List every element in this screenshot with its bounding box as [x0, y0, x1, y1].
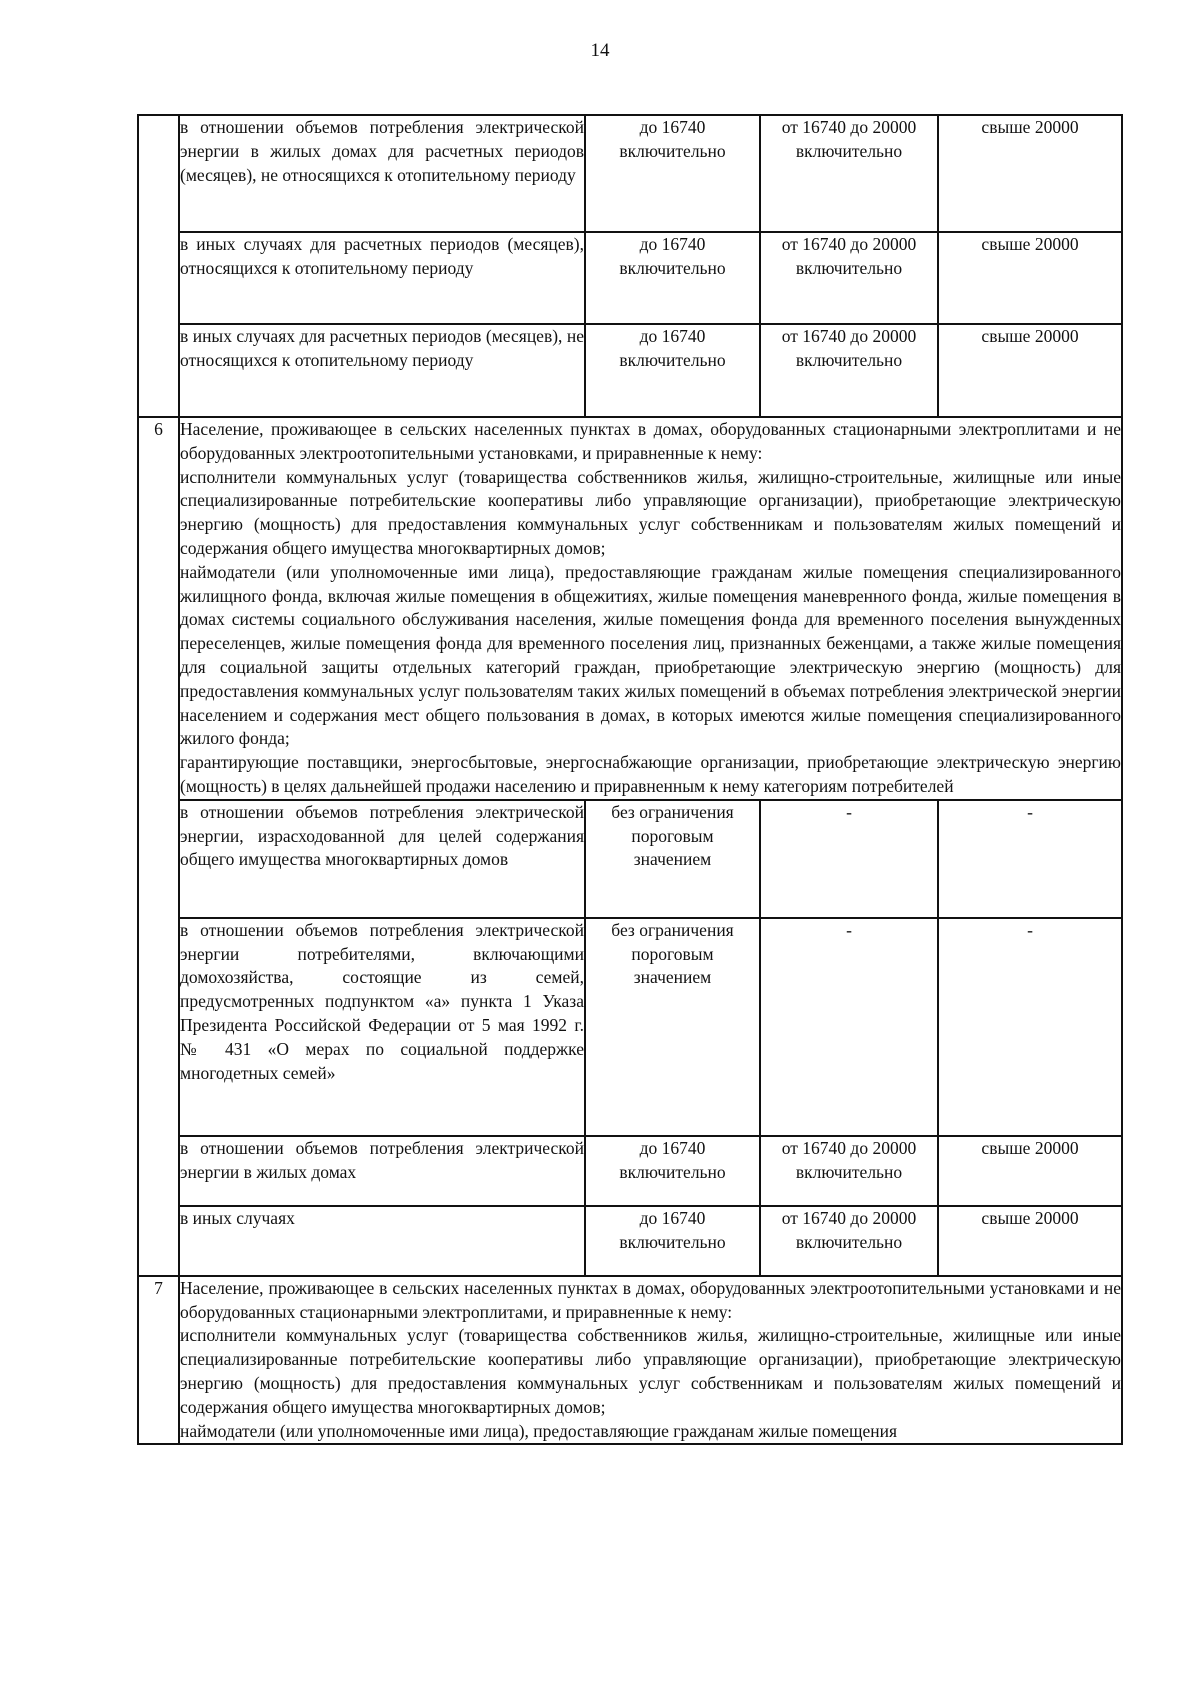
threshold-low-cell: [585, 324, 760, 417]
threshold-mid-value: от 16740 до 20000: [781, 234, 917, 254]
section-row-7: [138, 1276, 1122, 1445]
section-description: [179, 417, 1122, 800]
tariff-table: [137, 114, 1123, 1445]
table-row: [138, 324, 1122, 417]
row-description: в иных случаях: [179, 1206, 585, 1276]
threshold-low-cell: [585, 800, 760, 918]
row-description: в отношении объемов потребления электрической энергии в жилых домах: [179, 1136, 585, 1206]
threshold-high-cell: -: [938, 800, 1122, 918]
section-paragraph: гарантирующие поставщики, энергосбытовые, энергоснабжающие организации, приобретающие электрическую энергию (мощность) в целях дальнейшей продажи населению и приравненным к нему категориям потребителей: [180, 752, 1121, 796]
threshold-low-note: пороговым: [631, 825, 714, 846]
table-row: [138, 1136, 1122, 1206]
threshold-high-cell: свыше 20000: [938, 324, 1122, 417]
table-row: [138, 1206, 1122, 1276]
section-number: 6: [138, 417, 179, 1276]
threshold-low-note: значением: [633, 967, 712, 988]
threshold-low-cell: [585, 232, 760, 324]
section-number: 7: [138, 1276, 179, 1445]
threshold-low-note: включительно: [619, 349, 726, 370]
threshold-mid-note: включительно: [795, 1161, 903, 1182]
row-number-cell: [138, 115, 179, 417]
threshold-mid-value: от 16740 до 20000: [781, 117, 917, 137]
threshold-mid-value: от 16740 до 20000: [781, 1207, 917, 1228]
row-description: в отношении объемов потребления электрической энергии в жилых домах для расчетных периодов (месяцев), не относящихся к отопительному периоду: [179, 115, 585, 232]
threshold-low-value: до 16740: [639, 117, 706, 137]
row-description: в отношении объемов потребления электрической энергии потребителями, включающими домохозяйства, состоящие из семей, предусмотренных подпунктом «а» пункта 1 Указа Президента Российской Федерации от 5 мая 1992 г. № 431 «О мерах по социальной поддержке многодетных семей»: [179, 918, 585, 1136]
threshold-low-note: пороговым: [631, 943, 714, 964]
threshold-high-cell: свыше 20000: [938, 1136, 1122, 1206]
row-description: в иных случаях для расчетных периодов (месяцев), относящихся к отопительному периоду: [179, 232, 585, 324]
threshold-mid-cell: -: [760, 800, 938, 918]
threshold-low-value: до 16740: [639, 1207, 706, 1228]
threshold-low-note: значением: [633, 849, 712, 870]
threshold-low-value: без ограничения: [611, 801, 734, 822]
threshold-low-note: включительно: [619, 257, 726, 278]
threshold-low-value: до 16740: [639, 1137, 706, 1158]
row-description: в иных случаях для расчетных периодов (месяцев), не относящихся к отопительному периоду: [179, 324, 585, 417]
threshold-mid-cell: [760, 1136, 938, 1206]
table-row: [138, 800, 1122, 918]
section-paragraph: наймодатели (или уполномоченные ими лица), предоставляющие гражданам жилые помещения: [180, 1420, 898, 1441]
threshold-mid-value: от 16740 до 20000: [781, 326, 917, 346]
threshold-mid-value: от 16740 до 20000: [781, 1137, 917, 1158]
threshold-low-note: включительно: [619, 140, 726, 161]
section-description: [179, 1276, 1122, 1445]
row-description: в отношении объемов потребления электрической энергии, израсходованной для целей содержания общего имущества многоквартирных домов: [179, 800, 585, 918]
threshold-mid-cell: -: [760, 918, 938, 1136]
section-row-6: [138, 417, 1122, 800]
table-row: [138, 115, 1122, 232]
section-paragraph: наймодатели (или уполномоченные ими лица), предоставляющие гражданам жилые помещения специализированного жилищного фонда, включая жилые помещения в общежитиях, жилые помещения маневренного фонда, жилые помещения в домах системы социального обслуживания населения, жилые помещения фонда для временного поселения вынужденных переселенцев, жилые помещения фонда для временного поселения лиц, признанных беженцами, а также жилые помещения для социальной защиты отдельных категорий граждан, приобретающие электрическую энергию (мощность) для предоставления коммунальных услуг пользователям таких жилых помещений в объемах потребления электрической энергии населением и содержания мест общего пользования в домах, в которых имеются жилые помещения специализированного жилого фонда;: [180, 561, 1121, 749]
section-paragraph: исполнители коммунальных услуг (товарищества собственников жилья, жилищно-строительные, жилищные или иные специализированные потребительские кооперативы либо управляющие организации), приобретающие электрическую энергию (мощность) для предоставления коммунальных услуг собственникам и пользователям жилых помещений и содержания общего имущества многоквартирных домов;: [180, 466, 1121, 558]
section-heading: Население, проживающее в сельских населенных пунктах в домах, оборудованных стационарными электроплитами и не оборудованных электроотопительными установками, и приравненные к нему:: [180, 419, 1121, 463]
threshold-low-cell: [585, 115, 760, 232]
threshold-mid-note: включительно: [795, 349, 903, 370]
threshold-mid-cell: [760, 232, 938, 324]
threshold-mid-cell: [760, 1206, 938, 1276]
threshold-low-value: без ограничения: [611, 919, 734, 940]
threshold-low-value: до 16740: [639, 326, 706, 346]
threshold-low-note: включительно: [619, 1231, 726, 1252]
threshold-mid-note: включительно: [795, 1231, 903, 1252]
table-row: [138, 232, 1122, 324]
threshold-high-cell: -: [938, 918, 1122, 1136]
section-paragraph: исполнители коммунальных услуг (товарищества собственников жилья, жилищно-строительные, жилищные или иные специализированные потребительские кооперативы либо управляющие организации), приобретающие электрическую энергию (мощность) для предоставления коммунальных услуг собственникам и пользователям жилых помещений и содержания общего имущества многоквартирных домов;: [180, 1325, 1121, 1417]
threshold-low-cell: [585, 918, 760, 1136]
threshold-high-cell: свыше 20000: [938, 232, 1122, 324]
threshold-high-cell: свыше 20000: [938, 115, 1122, 232]
threshold-high-cell: свыше 20000: [938, 1206, 1122, 1276]
threshold-mid-note: включительно: [795, 140, 903, 161]
threshold-low-value: до 16740: [639, 234, 706, 254]
table-row: [138, 918, 1122, 1136]
threshold-mid-note: включительно: [795, 257, 903, 278]
page-number: 14: [590, 40, 610, 61]
section-heading: Население, проживающее в сельских населенных пунктах в домах, оборудованных электроотопительными установками и не оборудованных стационарными электроплитами, и приравненные к нему:: [180, 1277, 1121, 1322]
threshold-low-cell: [585, 1136, 760, 1206]
threshold-mid-cell: [760, 115, 938, 232]
threshold-low-cell: [585, 1206, 760, 1276]
threshold-mid-cell: [760, 324, 938, 417]
threshold-low-note: включительно: [619, 1161, 726, 1182]
